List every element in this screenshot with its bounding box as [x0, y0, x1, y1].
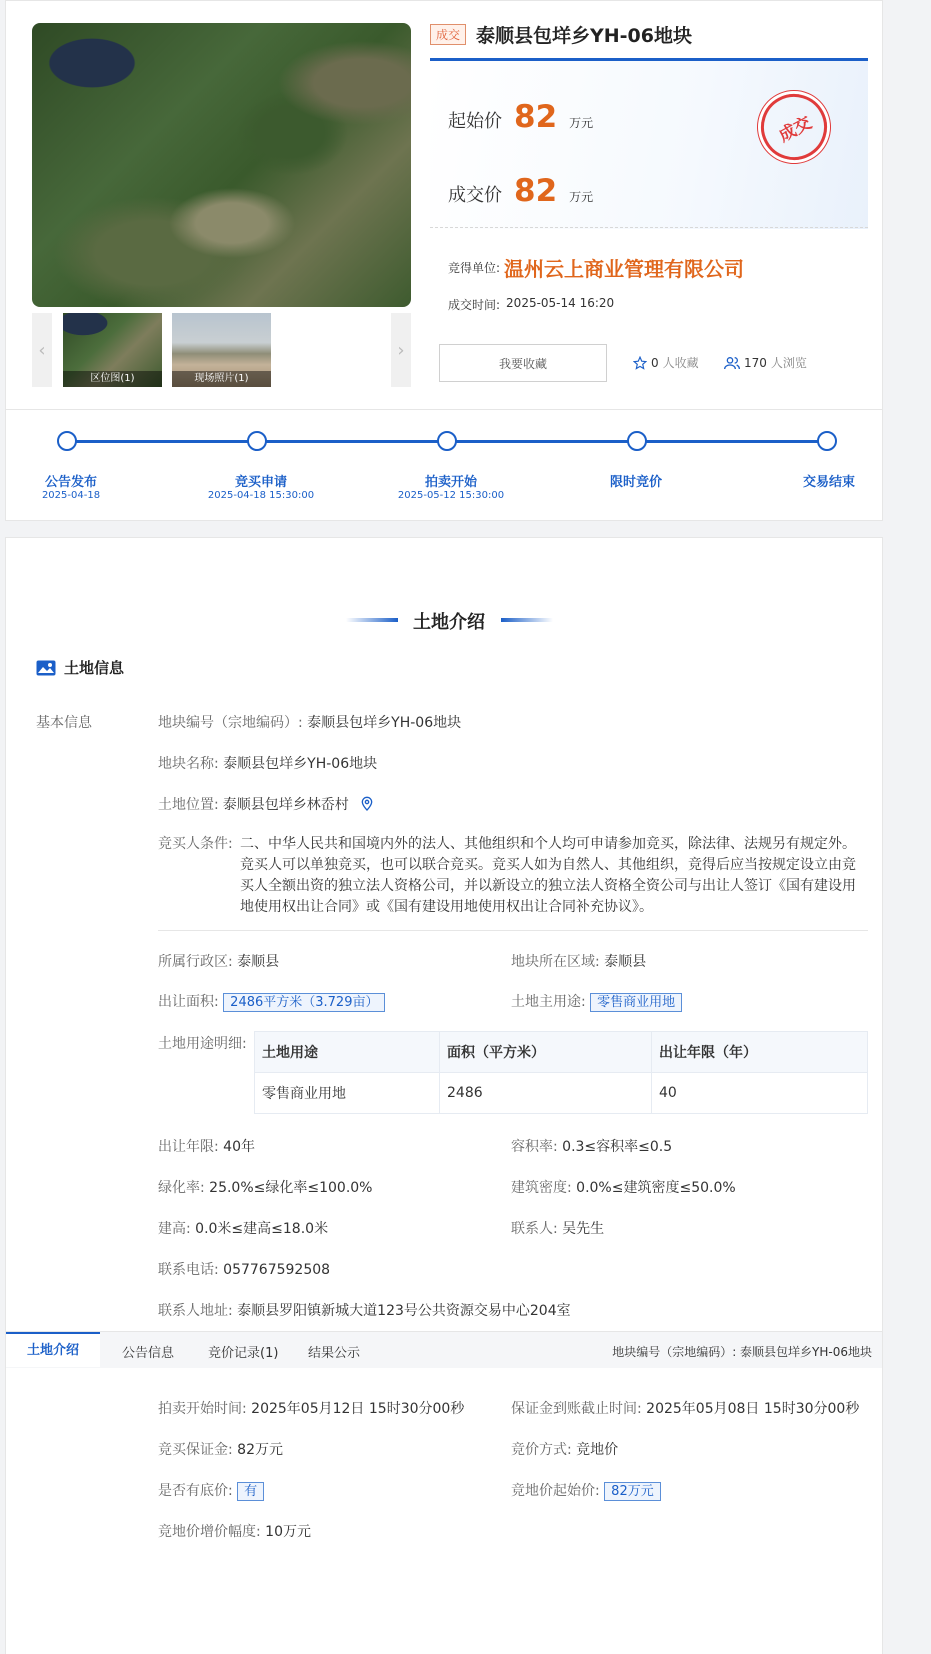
- land-detail-card: [5, 537, 883, 1654]
- section-title-deco-right: [501, 618, 553, 622]
- timeline-step: [581, 471, 691, 490]
- area-pill: 2486平方米（3.729亩）: [223, 993, 385, 1012]
- thumb-caption: 现场照片(1): [172, 371, 271, 387]
- winner-row: [448, 253, 744, 282]
- image-icon: [36, 660, 56, 676]
- users-icon: [724, 356, 740, 370]
- deal-price-label: 成交价: [448, 185, 502, 206]
- deal-price-value: 82: [514, 173, 558, 209]
- table-header: 面积（平方米）: [440, 1032, 652, 1073]
- deal-time-value: 2025-05-14 16:20: [506, 296, 615, 310]
- tab-bar-lot-code: 地块编号（宗地编码）: 泰顺县包垟乡YH-06地块: [612, 1345, 872, 1359]
- section-title: 土地介绍: [413, 612, 485, 633]
- field-bidder-conditions: 竞买人条件: 二、中华人民共和国境内外的法人、其他组织和个人均可申请参加竞买，除法律、法规另有规定外。竞买人可以单独竞买，也可以联合竞买。竞买人如为自然人、其他组织，竞得后应当按规定设立由竞买人全额出资的独立法人资格公司，并以新设立的独立法人资格全资公司与出让人签订《国有建设用地使用权出让合同》或《国有建设用地使用权出让合同补充协议》。: [158, 834, 868, 918]
- field-address: 联系人地址: 泰顺县罗阳镇新城大道123号公共资源交易中心204室: [158, 1303, 571, 1319]
- field-region: 地块所在区域: 泰顺县: [511, 954, 647, 970]
- land-start-pill: 82万元: [604, 1482, 661, 1501]
- views-count: 170: [744, 355, 767, 370]
- tab-bid-records[interactable]: 竞价记录(1): [208, 1346, 279, 1361]
- field-term: 出让年限: 40年: [158, 1139, 255, 1155]
- field-area: 出让面积: 2486平方米（3.729亩）: [158, 991, 385, 1012]
- lot-overview-card: [5, 0, 883, 410]
- favorites-count: 0: [651, 355, 659, 370]
- timeline-card: [5, 409, 883, 521]
- map-pin-icon[interactable]: [359, 796, 375, 812]
- table-header: 土地用途: [255, 1032, 440, 1073]
- field-district: 所属行政区: 泰顺县: [158, 954, 280, 970]
- step-label: 限时竞价: [609, 475, 662, 490]
- thumb-caption: 区位图(1): [63, 371, 162, 387]
- field-deposit: 竞买保证金: 82万元: [158, 1442, 283, 1458]
- views-stat: [724, 354, 807, 371]
- timeline-node: [247, 431, 267, 451]
- timeline-step: [386, 471, 516, 501]
- table-cell: 2486: [440, 1073, 652, 1114]
- winner-label: 竞得单位:: [448, 261, 501, 275]
- field-deposit-deadline: 保证金到账截止时间: 2025年05月08日 15时30分00秒: [511, 1401, 860, 1417]
- conditions-text: 二、中华人民共和国境内外的法人、其他组织和个人均可申请参加竞买，除法律、法规另有规定外。竞买人可以单独竞买，也可以联合竞买。竞买人如为自然人、其他组织，竞得后应当按规定设立由竞买人全额出资的独立法人资格公司，并以新设立的独立法人资格全资公司与出让人签订《国有建设用地使用权出让合同》或《国有建设用地使用权出让合同补充协议》。: [240, 836, 856, 915]
- step-label: 竞买申请: [234, 475, 287, 490]
- deal-price-row: [448, 173, 593, 209]
- favorites-stat[interactable]: [633, 354, 699, 371]
- price-panel: [430, 58, 868, 229]
- gallery-prev-button[interactable]: ‹: [32, 313, 52, 387]
- main-satellite-image[interactable]: [32, 23, 411, 307]
- start-price-unit: 万元: [569, 116, 594, 130]
- timeline-step: [774, 471, 884, 490]
- basic-info-label: 基本信息: [36, 715, 92, 731]
- reserve-pill: 有: [237, 1482, 264, 1501]
- gallery-next-button[interactable]: ›: [391, 313, 411, 387]
- step-label: 公告发布: [44, 475, 97, 490]
- gallery-thumb-site-photo[interactable]: [172, 313, 271, 387]
- timeline-node: [817, 431, 837, 451]
- field-use-detail-label: 土地用途明细:: [158, 1036, 247, 1052]
- field-far: 容积率: 0.3≤容积率≤0.5: [511, 1139, 673, 1155]
- land-info-title: 土地信息: [64, 659, 125, 677]
- start-price-value: 82: [514, 99, 558, 135]
- table-cell: 零售商业用地: [255, 1073, 440, 1114]
- tab-results[interactable]: 结果公示: [308, 1346, 361, 1361]
- gallery-thumb-location[interactable]: [63, 313, 162, 387]
- start-price-row: [448, 99, 593, 135]
- status-badge: 成交: [430, 24, 466, 45]
- field-location: 土地位置: 泰顺县包垟乡林岙村: [158, 794, 375, 814]
- field-reserve-price: 是否有底价: 有: [158, 1480, 264, 1501]
- use-pill: 零售商业用地: [590, 993, 682, 1012]
- deal-time-row: [448, 296, 614, 313]
- table-row: [255, 1073, 868, 1114]
- field-green-rate: 绿化率: 25.0%≤绿化率≤100.0%: [158, 1180, 373, 1196]
- views-suffix: 人浏览: [770, 356, 807, 370]
- section-title-deco-left: [346, 618, 398, 622]
- page-title: 泰顺县包垟乡YH-06地块: [476, 25, 692, 47]
- field-contact: 联系人: 吴先生: [511, 1221, 605, 1237]
- table-header: 出让年限（年）: [652, 1032, 868, 1073]
- star-icon: [633, 356, 647, 370]
- field-height: 建高: 0.0米≤建高≤18.0米: [158, 1221, 329, 1237]
- field-lot-name: 地块名称: 泰顺县包垟乡YH-06地块: [158, 756, 378, 772]
- field-lot-code: 地块编号（宗地编码）: 泰顺县包垟乡YH-06地块: [158, 715, 462, 731]
- timeline-node: [627, 431, 647, 451]
- timeline-node: [57, 431, 77, 451]
- field-building-density: 建筑密度: 0.0%≤建筑密度≤50.0%: [511, 1180, 736, 1196]
- deal-stamp: 成交: [749, 82, 838, 171]
- timeline-step: [16, 471, 126, 501]
- field-phone: 联系电话: 057767592508: [158, 1262, 331, 1278]
- step-date: 2025-05-12 15:30:00: [397, 490, 505, 501]
- field-main-use: 土地主用途: 零售商业用地: [511, 991, 682, 1012]
- favorites-suffix: 人收藏: [662, 356, 699, 370]
- tab-announcement[interactable]: 公告信息: [122, 1346, 175, 1361]
- winner-value: 温州云上商业管理有限公司: [504, 257, 745, 281]
- table-cell: 40: [652, 1073, 868, 1114]
- tab-land-intro[interactable]: 土地介绍: [6, 1332, 100, 1367]
- divider: [430, 227, 868, 228]
- start-price-label: 起始价: [448, 111, 502, 132]
- step-date: 2025-04-18 15:30:00: [207, 490, 315, 501]
- timeline-step: [196, 471, 326, 501]
- step-date: 2025-04-18: [41, 490, 101, 501]
- step-label: 拍卖开始: [424, 475, 477, 490]
- field-land-start-price: 竞地价起始价: 82万元: [511, 1480, 661, 1501]
- deal-time-label: 成交时间:: [448, 298, 501, 312]
- field-bid-method: 竞价方式: 竞地价: [511, 1442, 619, 1458]
- land-info-heading: [36, 657, 124, 678]
- timeline-node: [437, 431, 457, 451]
- deal-price-unit: 万元: [569, 190, 594, 204]
- field-auction-start: 拍卖开始时间: 2025年05月12日 15时30分00秒: [158, 1401, 465, 1417]
- field-increment: 竞地价增价幅度: 10万元: [158, 1524, 311, 1540]
- favorite-button[interactable]: 我要收藏: [439, 344, 607, 382]
- step-label: 交易结束: [802, 475, 855, 490]
- land-use-table: [254, 1031, 868, 1114]
- divider: [158, 930, 868, 931]
- sticky-tab-bar: [6, 1331, 882, 1368]
